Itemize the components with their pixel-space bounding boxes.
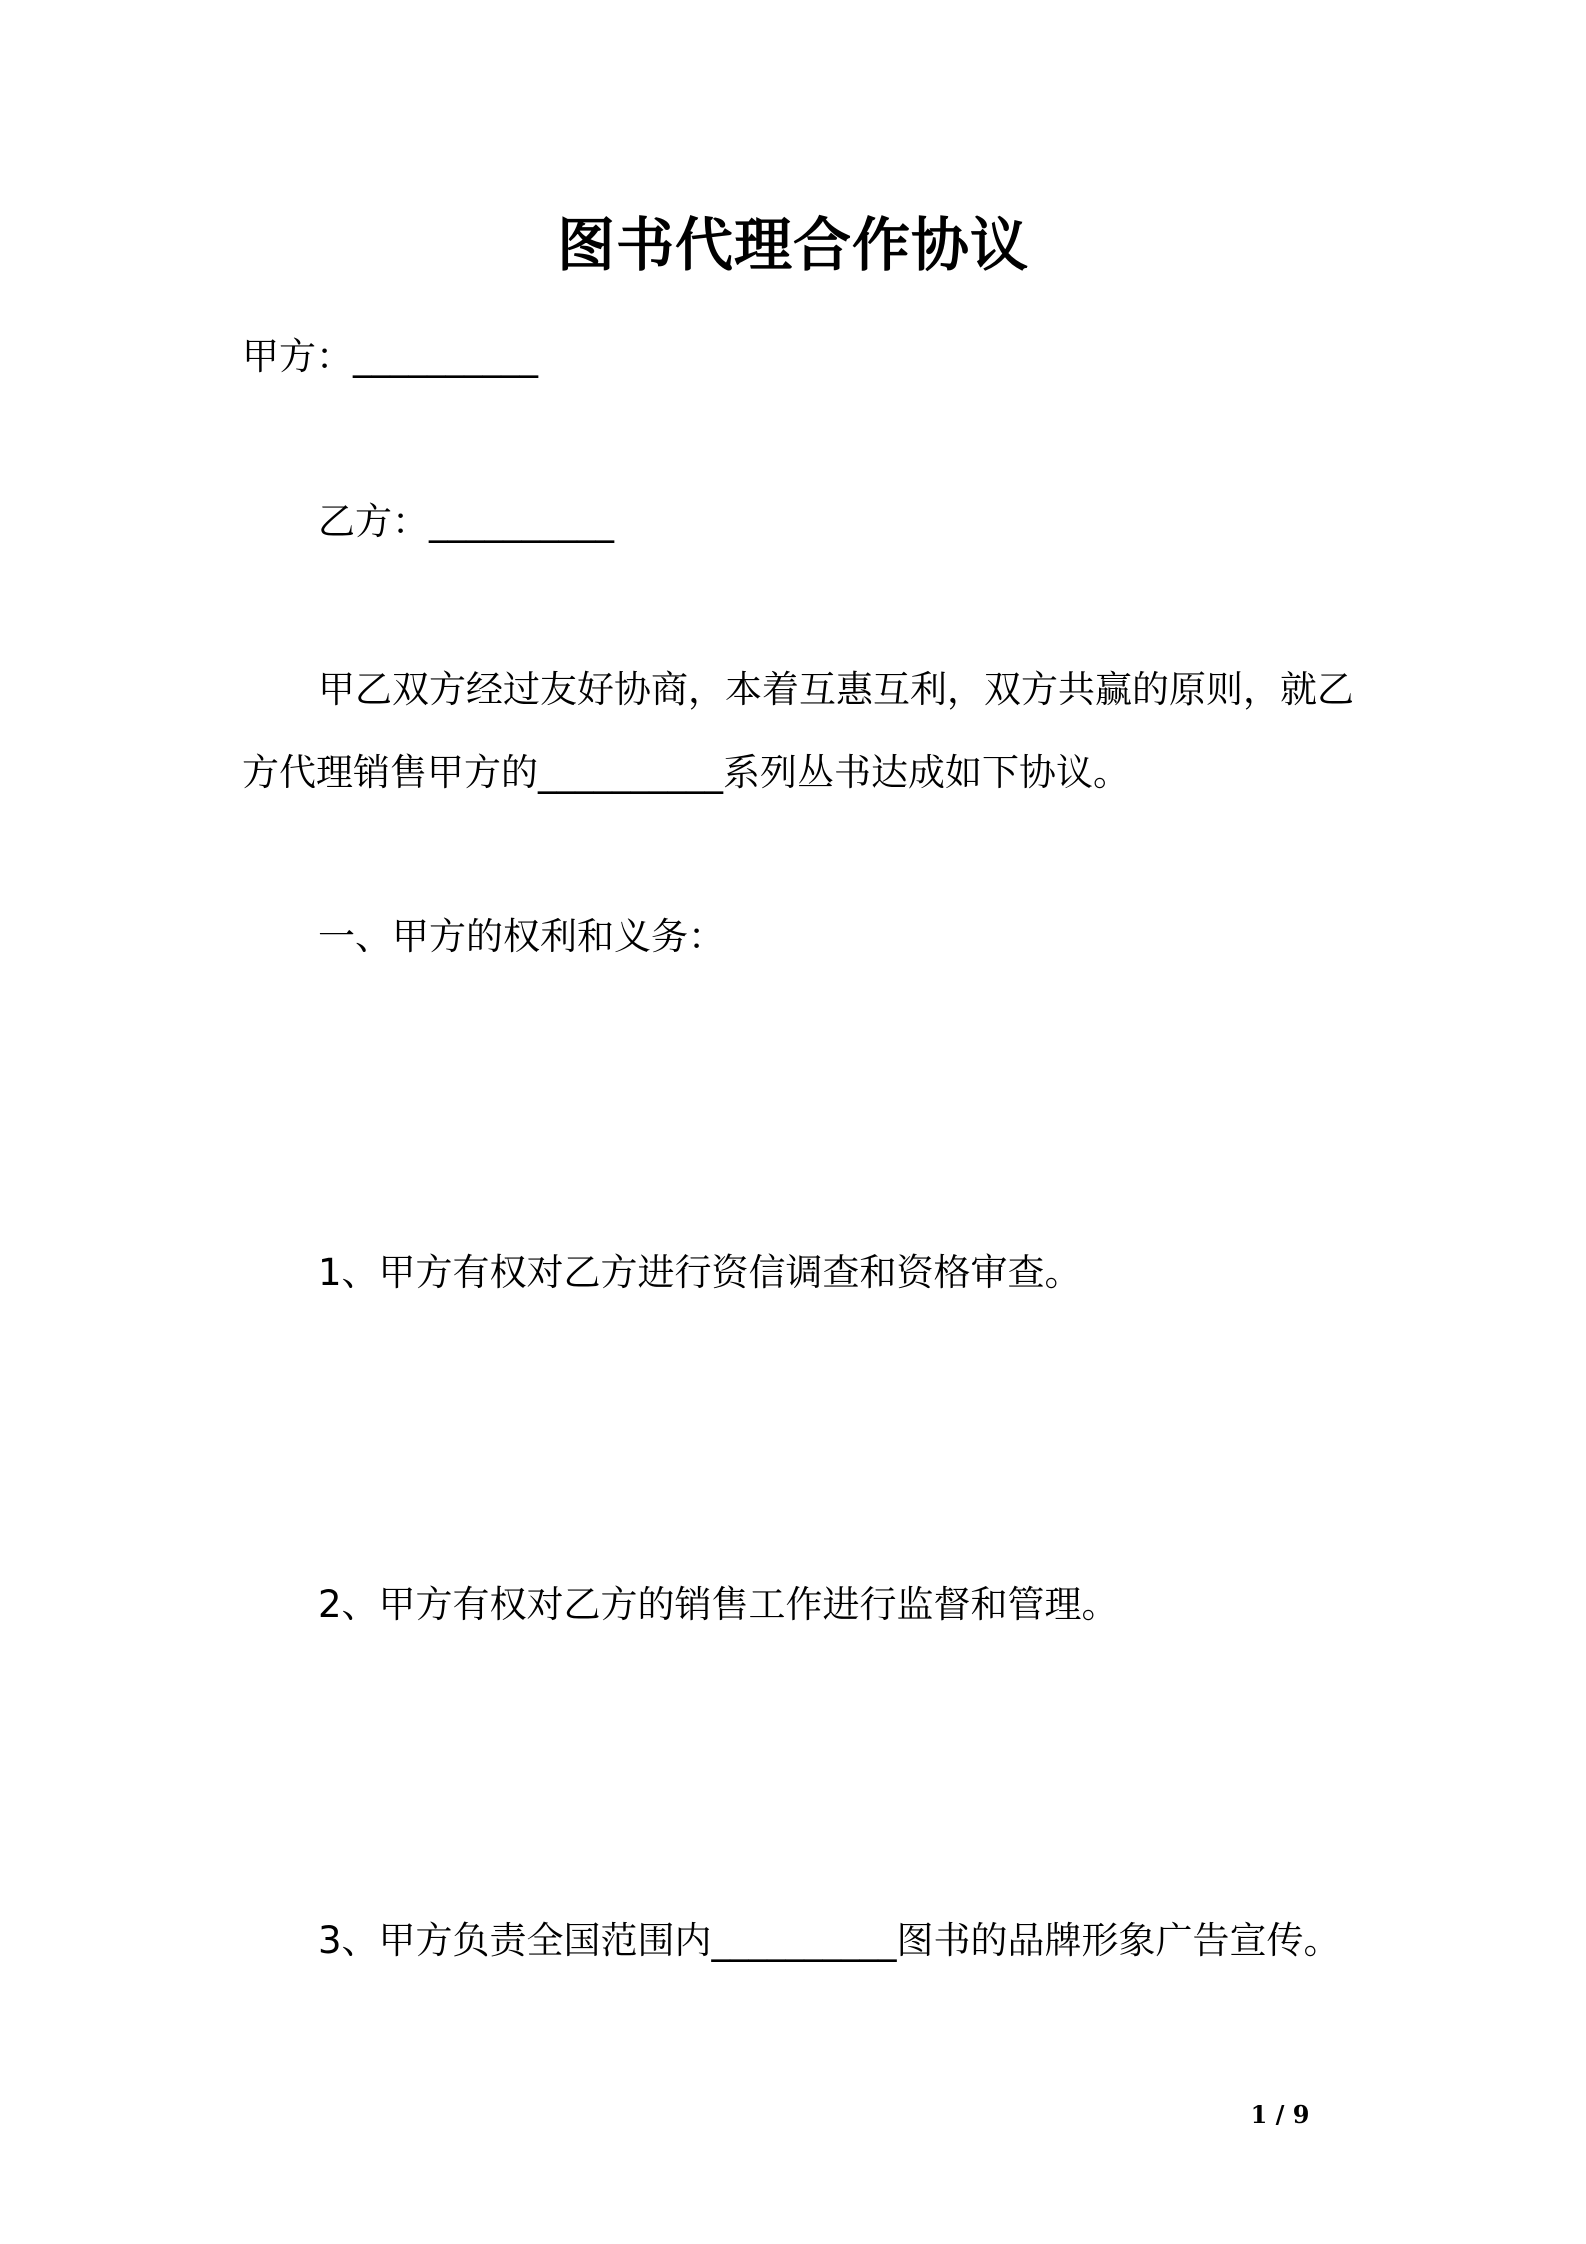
intro-paragraph-line-2: 方代理销售甲方的__________系列丛书达成如下协议。 [242,751,1130,794]
clause-item-2: 2、甲方有权对乙方的销售工作进行监督和管理。 [318,1583,1119,1626]
party-b-line: 乙方：__________ [318,500,614,543]
document-title: 图书代理合作协议 [556,211,1029,279]
section-heading-party-a-rights: 一、甲方的权利和义务： [318,915,725,958]
page-number: 1 / 9 [1250,2100,1310,2129]
intro-paragraph-line-1: 甲乙双方经过友好协商，本着互惠互利，双方共赢的原则，就乙 [318,668,1354,711]
clause-item-3: 3、甲方负责全国范围内__________图书的品牌形象广告宣传。 [318,1919,1341,1962]
party-a-line: 甲方：__________ [242,335,538,378]
clause-item-1: 1、甲方有权对乙方进行资信调查和资格审查。 [318,1251,1082,1294]
